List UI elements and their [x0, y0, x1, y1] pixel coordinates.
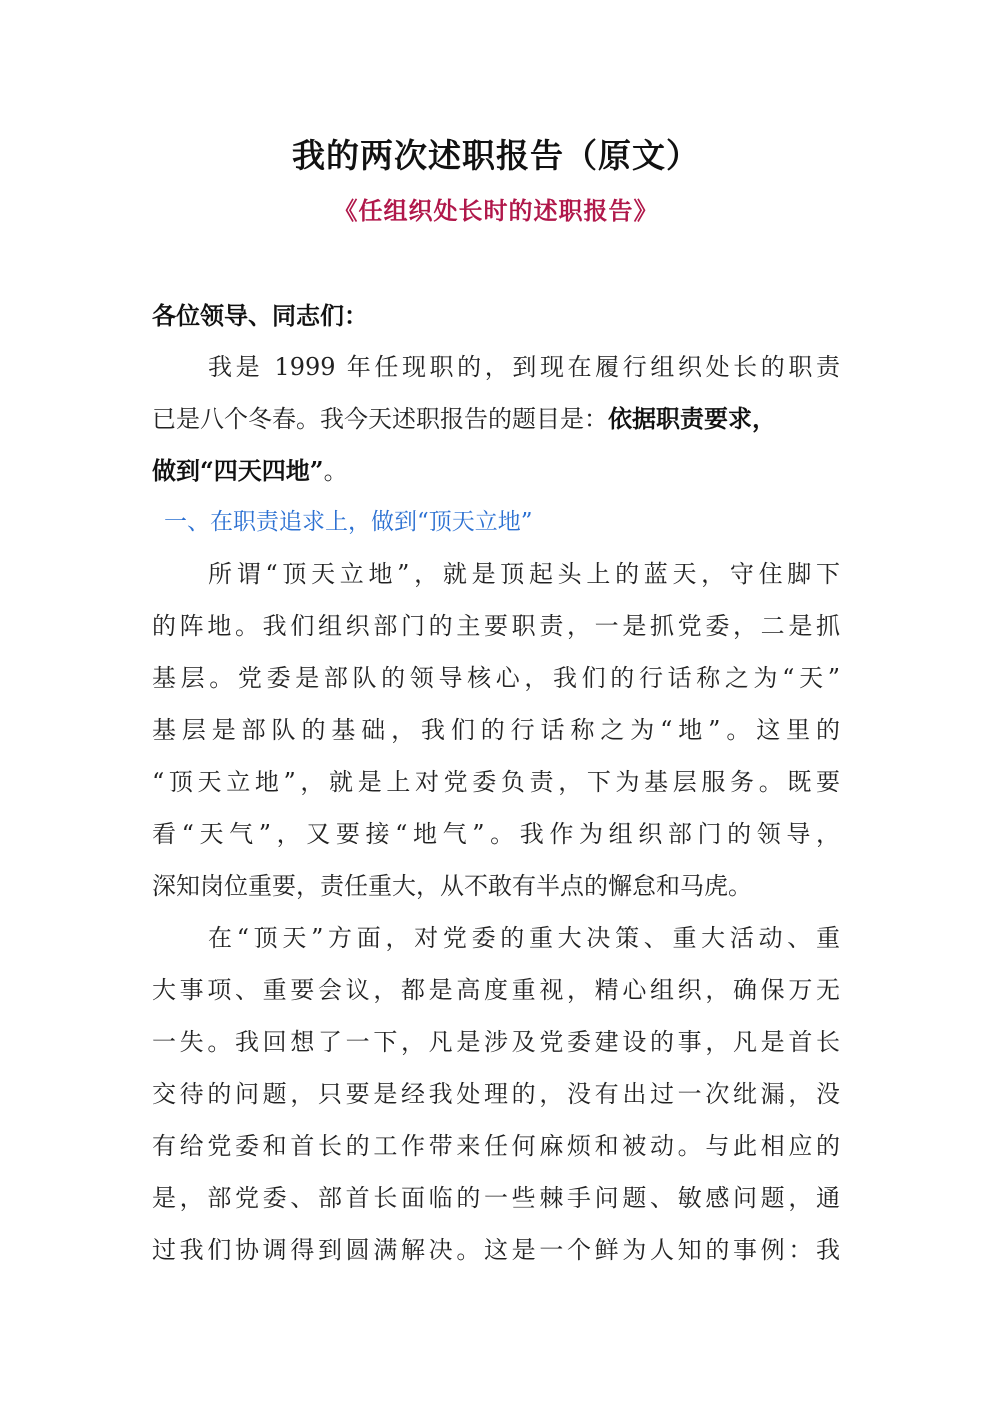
paragraph-2-line: 交待的问题，只要是经我处理的，没有出过一次纰漏，没: [152, 1080, 840, 1108]
document-title: 我的两次述职报告（原文）: [292, 136, 700, 175]
paragraph-1-line: 所谓“顶天立地”，就是顶起头上的蓝天，守住脚下: [208, 560, 840, 588]
paragraph-2-line: 在“顶天”方面，对党委的重大决策、重大活动、重: [208, 924, 840, 952]
intro-line-1: 我是 1999 年任现职的，到现在履行组织处长的职责: [208, 353, 840, 381]
section-1-heading: 一、在职责追求上，做到“顶天立地”: [164, 509, 533, 535]
paragraph-1-line: 看“天气”，又要接“地气”。我作为组织部门的领导，: [152, 820, 840, 848]
paragraph-1-line: 基层。党委是部队的领导核心，我们的行话称之为“天”: [152, 664, 840, 692]
paragraph-1-line: “顶天立地”，就是上对党委负责，下为基层服务。既要: [152, 768, 840, 796]
paragraph-2-line: 是，部党委、部首长面临的一些棘手问题、敏感问题，通: [152, 1184, 840, 1212]
intro-report-topic-part2: 做到“四天四地”: [152, 456, 324, 485]
paragraph-2-line: 一失。我回想了一下，凡是涉及党委建设的事，凡是首长: [152, 1028, 840, 1056]
intro-line-2-text: 已是八个冬春。我今天述职报告的题目是：: [152, 405, 608, 433]
paragraph-1-line: 深知岗位重要，责任重大，从不敢有半点的懈怠和马虎。: [152, 872, 752, 900]
paragraph-2-line: 过我们协调得到圆满解决。这是一个鲜为人知的事例：我: [152, 1236, 840, 1264]
salutation: 各位领导、同志们：: [152, 301, 368, 330]
paragraph-2-line: 有给党委和首长的工作带来任何麻烦和被动。与此相应的: [152, 1132, 840, 1160]
intro-line-3: [152, 451, 348, 491]
intro-line-3-end: 。: [323, 457, 348, 485]
paragraph-1-line: 基层是部队的基础，我们的行话称之为“地”。这里的: [152, 716, 840, 744]
intro-report-topic-part1: 依据职责要求，: [608, 404, 776, 433]
intro-line-2: [152, 399, 840, 439]
document-subtitle: 《任组织处长时的述职报告》: [333, 196, 659, 225]
paragraph-2-line: 大事项、重要会议，都是高度重视，精心组织，确保万无: [152, 976, 840, 1004]
paragraph-1-line: 的阵地。我们组织部门的主要职责，一是抓党委，二是抓: [152, 612, 840, 640]
